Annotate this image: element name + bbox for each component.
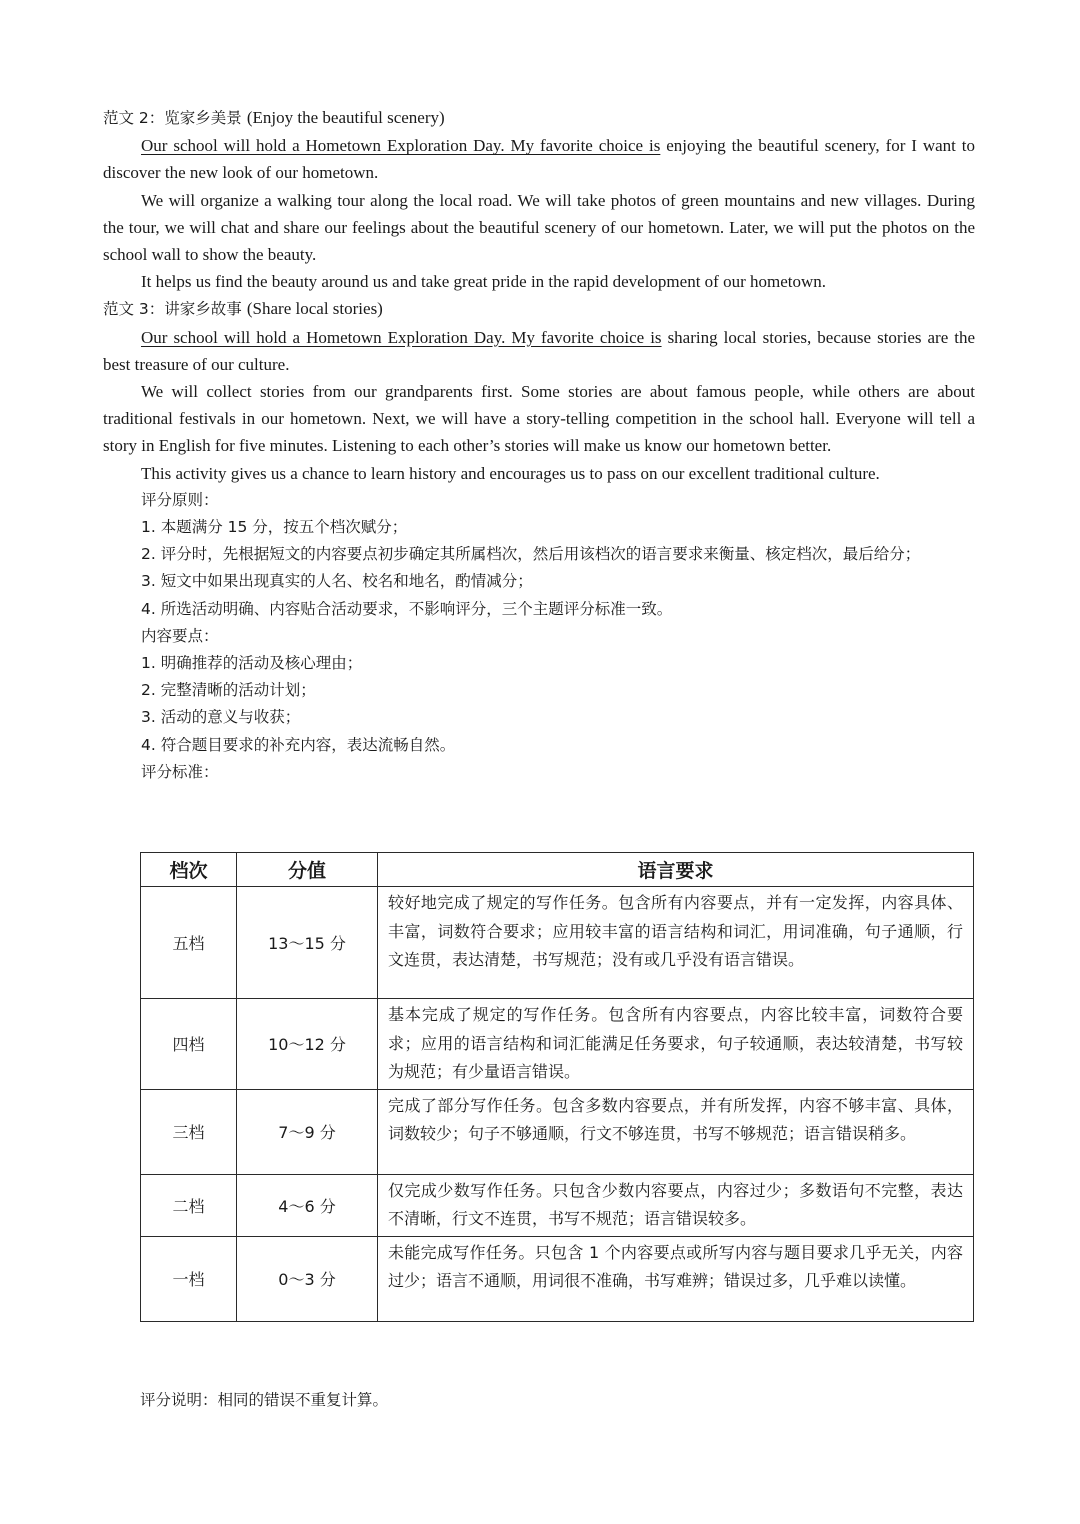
score-cell: 10～12 分	[237, 999, 378, 1090]
sample3-paragraph-3: This activity gives us a chance to learn history and encourages us to pass on our excellent traditional culture.	[141, 463, 880, 483]
sample2-paragraph-3: It helps us find the beauty around us and take great pride in the rapid development of our hometown.	[141, 272, 827, 292]
table-row	[141, 1174, 974, 1236]
score-cell: 7～9 分	[237, 1089, 378, 1174]
sample3-heading-en: (Share local stories)	[246, 299, 383, 319]
score-cell: 0～3 分	[237, 1236, 378, 1321]
principle-item: 2. 评分时，先根据短文的内容要点初步确定其所属档次，然后用该档次的语言要求来衡量、核定档次，最后给分；	[141, 545, 921, 564]
content-points-title: 内容要点：	[141, 626, 219, 645]
content-point-item: 3. 活动的意义与收获；	[141, 708, 301, 727]
sample3-heading	[103, 295, 975, 323]
table-row	[141, 999, 974, 1090]
header-score: 分值	[237, 853, 378, 887]
header-level: 档次	[141, 853, 237, 887]
content-point-item: 1. 明确推荐的活动及核心理由；	[141, 654, 363, 673]
sample2-underlined-sentence: Our school will hold a Hometown Exploration Day. My favorite choice is	[141, 136, 661, 156]
sample3-paragraph-1-rest: sharing local stories, because stories are the best treasure of our culture.	[103, 327, 976, 374]
level-cell: 四档	[141, 999, 237, 1090]
standards-title: 评分标准：	[141, 762, 219, 781]
score-cell: 13～15 分	[237, 887, 378, 999]
principles-title: 评分原则：	[141, 490, 219, 509]
sample3-underlined-sentence: Our school will hold a Hometown Exploration Day. My favorite choice is	[141, 327, 662, 347]
principle-item: 4. 所选活动明确、内容贴合活动要求，不影响评分，三个主题评分标准一致。	[141, 599, 673, 618]
requirement-cell: 仅完成少数写作任务。只包含少数内容要点，内容过少；多数语句不完整，表达不清晰，行文不连贯，书写不规范；语言错误较多。	[378, 1174, 974, 1236]
scoring-note: 评分说明：相同的错误不重复计算。	[140, 1390, 389, 1409]
sample2-paragraph-2: We will organize a walking tour along the local road. We will take photos of green mountains and new villages. During the tour, we will chat and share our feelings about the beautiful scenery of our hometown. Later, we will put the photos on the school wall to show the beauty.	[103, 190, 975, 265]
principle-item: 1. 本题满分 15 分，按五个档次赋分；	[141, 518, 408, 537]
table-header-row	[141, 853, 974, 887]
requirement-cell: 基本完成了规定的写作任务。包含所有内容要点，内容比较丰富，词数符合要求；应用的语言结构和词汇能满足任务要求，句子较通顺，表达较清楚，书写较为规范；有少量语言错误。	[378, 999, 974, 1090]
requirement-cell: 未能完成写作任务。只包含 1 个内容要点或所写内容与题目要求几乎无关，内容过少；语言不通顺，用词很不准确，书写难辨；错误过多，几乎难以读懂。	[378, 1236, 974, 1321]
sample3-paragraph-1	[103, 324, 975, 378]
table-row	[141, 887, 974, 999]
content-point-item: 2. 完整清晰的活动计划；	[141, 681, 316, 700]
sample2-heading	[103, 104, 975, 132]
principle-item: 3. 短文中如果出现真实的人名、校名和地名，酌情减分；	[141, 572, 533, 591]
table-row	[141, 1089, 974, 1174]
sample3-heading-label: 范文 3：讲家乡故事	[103, 300, 242, 319]
level-cell: 一档	[141, 1236, 237, 1321]
level-cell: 二档	[141, 1174, 237, 1236]
content-point-item: 4. 符合题目要求的补充内容，表达流畅自然。	[141, 735, 456, 754]
document-body	[103, 104, 975, 786]
grading-table	[140, 852, 974, 1322]
sample3-paragraph-2: We will collect stories from our grandparents first. Some stories are about famous people, while others are about traditional festivals in our hometown. Next, we will have a story-telling competition in the school hall. Everyone will tell a story in English for five minutes. Listening to each other’s stories will make us know our hometown better.	[103, 382, 975, 456]
level-cell: 三档	[141, 1089, 237, 1174]
level-cell: 五档	[141, 887, 237, 999]
sample2-paragraph-1-rest: enjoying the beautiful scenery, for I want to discover the new look of our hometown.	[103, 136, 976, 183]
requirement-cell: 完成了部分写作任务。包含多数内容要点，并有所发挥，内容不够丰富、具体，词数较少；句子不够通顺，行文不够连贯，书写不够规范；语言错误稍多。	[378, 1089, 974, 1174]
table-row	[141, 1236, 974, 1321]
sample2-paragraph-1	[103, 132, 975, 186]
sample2-heading-label: 范文 2：览家乡美景	[103, 109, 242, 127]
sample2-heading-en: (Enjoy the beautiful scenery)	[246, 108, 445, 127]
score-cell: 4～6 分	[237, 1174, 378, 1236]
requirement-cell: 较好地完成了规定的写作任务。包含所有内容要点，并有一定发挥，内容具体、丰富，词数符合要求；应用较丰富的语言结构和词汇，用词准确，句子通顺，行文连贯，表达清楚，书写规范；没有或几乎没有语言错误。	[378, 887, 974, 999]
header-requirement: 语言要求	[378, 853, 974, 887]
